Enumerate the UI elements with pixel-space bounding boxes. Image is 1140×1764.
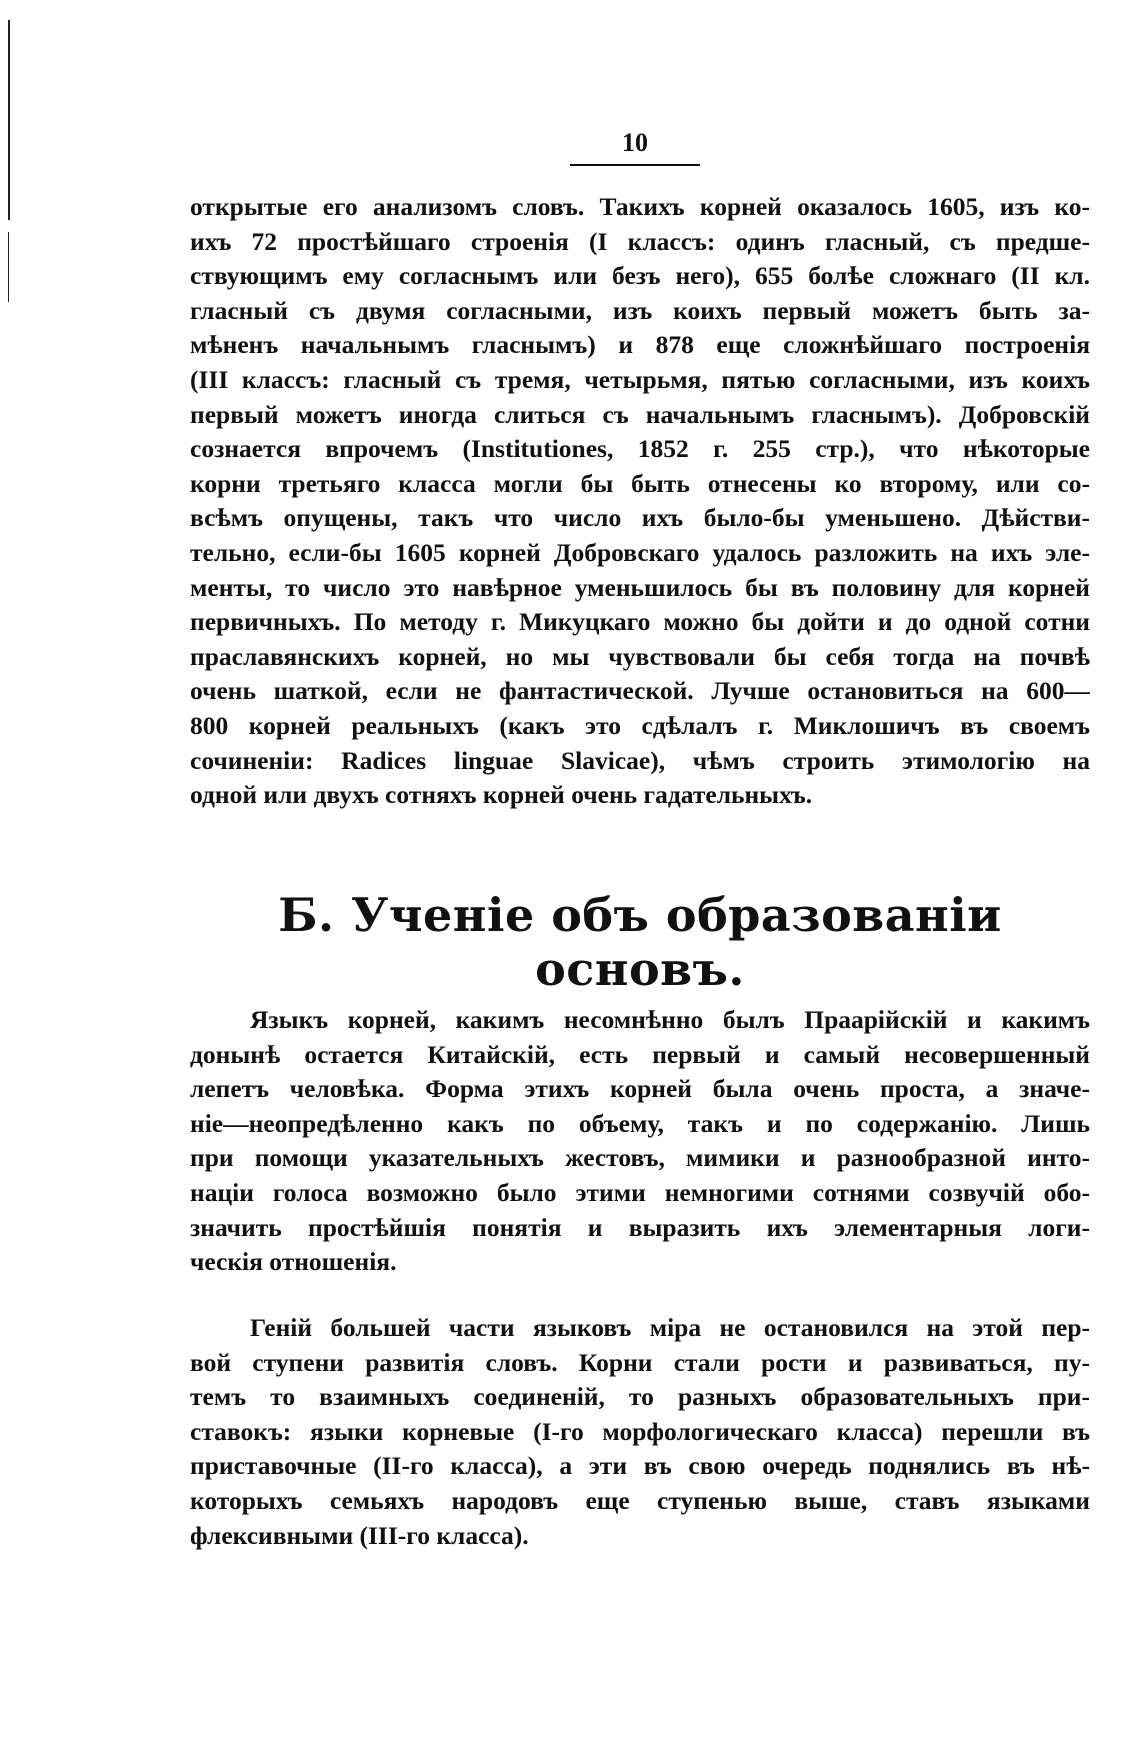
paragraph-roots-language: [190, 1003, 1090, 1280]
text-line: вой ступени развитія словъ. Корни стали рости и развиваться, пу-: [190, 1347, 1090, 1377]
text-line: (III классъ: гласный съ тремя, четырьмя, пятью согласными, изъ коихъ: [190, 364, 1090, 394]
text-line: праславянскихъ корней, но мы чувствовали бы себя тогда на почвѣ: [190, 641, 1090, 671]
text-line: при помощи указательныхъ жестовъ, мимики и разнообразной инто-: [190, 1143, 1090, 1173]
text-line: одной или двухъ сотняхъ корней очень гадательныхъ.: [190, 780, 813, 810]
text-line: значить простѣйшія понятія и выразить ихъ элементарныя логи-: [190, 1212, 1090, 1242]
text-line: ставокъ: языки корневые (I-го морфологическаго класса) перешли въ: [190, 1416, 1090, 1446]
text-line: гласный съ двумя согласными, изъ коихъ первый можетъ быть за-: [190, 295, 1090, 325]
text-line: очень шаткой, если не фантастической. Лучше остановиться на 600—: [190, 676, 1090, 706]
text-line: тельно, если-бы 1605 корней Добровскаго удалось разложить на ихъ эле-: [190, 537, 1090, 567]
text-line: ніе—неопредѣленно какъ по объему, такъ и по содержанію. Лишь: [190, 1108, 1090, 1138]
text-line: націи голоса возможно было этими немногими сотнями созвучій обо-: [190, 1177, 1090, 1207]
scan-edge-mark-lower: [8, 232, 9, 302]
text-line: ческія отношенія.: [190, 1247, 397, 1277]
section-heading: Б. Ученіе объ образованіи основъ.: [278, 888, 1002, 996]
scan-edge-mark: [8, 20, 10, 220]
text-line: первичныхъ. По методу г. Микуцкаго можно бы дойти и до одной сотни: [190, 607, 1090, 637]
text-line: донынѣ остается Китайскій, есть первый и самый несовершенный: [190, 1039, 1090, 1069]
text-line: сознается впрочемъ (Institutiones, 1852 г. 255 стр.), что нѣкоторые: [190, 434, 1090, 464]
page-number: 10: [570, 128, 700, 166]
text-line: корни третьяго класса могли бы быть отнесены ко второму, или со-: [190, 468, 1090, 498]
text-line: приставочные (II-го класса), а эти въ свою очередь поднялись въ нѣ-: [190, 1451, 1090, 1481]
text-line: которыхъ семьяхъ народовъ еще ступенью выше, ставъ языками: [190, 1485, 1090, 1515]
paragraph-language-development: [190, 1311, 1090, 1553]
text-line: сочиненіи: Radices linguae Slavicae), чѣмъ строить этимологію на: [190, 745, 1090, 775]
text-line: открытые его анализомъ словъ. Такихъ корней оказалось 1605, изъ ко-: [190, 192, 1090, 221]
text-line: ихъ 72 простѣйшаго строенія (I классъ: одинъ гласный, съ предше-: [190, 226, 1090, 256]
text-line: флексивными (III-го класса).: [190, 1520, 529, 1550]
text-line: Языкъ корней, какимъ несомнѣнно былъ Праарійскій и какимъ: [250, 1005, 1090, 1034]
text-line: ствующимъ ему согласнымъ или безъ него), 655 болѣе сложнаго (II кл.: [190, 261, 1090, 291]
text-line: всѣмъ опущены, такъ что число ихъ было-бы уменьшено. Дѣйстви-: [190, 503, 1090, 533]
paragraph-continued: [190, 190, 1090, 813]
text-line: менты, то число это навѣрное уменьшилось бы въ половину для корней: [190, 572, 1090, 602]
text-line: Геній большей части языковъ міра не остановился на этой пер-: [250, 1313, 1090, 1342]
text-line: 800 корней реальныхъ (какъ это сдѣлалъ г. Миклошичъ въ своемъ: [190, 710, 1090, 740]
text-line: первый можетъ иногда слиться съ начальнымъ гласнымъ). Добровскій: [190, 399, 1090, 429]
text-line: темъ то взаимныхъ соединеній, то разныхъ образовательныхъ при-: [190, 1382, 1090, 1412]
text-line: мѣненъ начальнымъ гласнымъ) и 878 еще сложнѣйшаго построенія: [190, 330, 1090, 360]
text-line: лепетъ человѣка. Форма этихъ корней была очень проста, а значе-: [190, 1074, 1090, 1104]
